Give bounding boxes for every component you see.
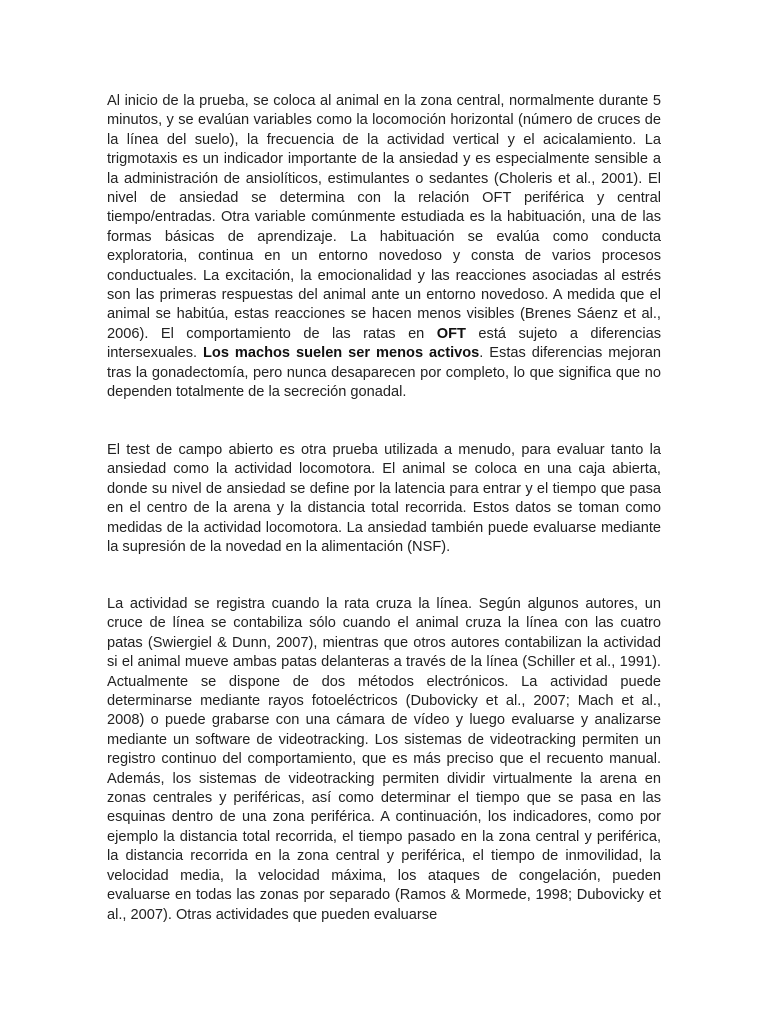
paragraph-2 [107, 441, 661, 557]
paragraph-1-bold-machos: Los machos suelen ser menos activos [203, 345, 480, 362]
paragraph-3 [107, 595, 661, 925]
paragraph-1-text-c: . Estas diferencias mejoran tras la gonadectomía, pero nunca desaparecen por completo, lo que significa que no dependen totalmente de la secreción gonadal. [107, 345, 661, 401]
paragraph-2-text: El test de campo abierto es otra prueba utilizada a menudo, para evaluar tanto la ansiedad como la actividad locomotora. El animal se coloca en una caja abierta, donde su nivel de ansiedad se define por la latencia para entrar y el tiempo que pasa en el centro de la arena y la distancia total recorrida. Estos datos se toman como medidas de la actividad locomotora. La ansiedad también puede evaluarse mediante la supresión de la novedad en la alimentación (NSF). [107, 442, 661, 556]
paragraph-1-text-a: Al inicio de la prueba, se coloca al animal en la zona central, normalmente durante 5 minutos, y se evalúan variables como la locomoción horizontal (número de cruces de la línea del suelo), la frecuencia de la actividad vertical y el acicalamiento. La trigmotaxis es un indicador importante de la ansiedad y es especialmente sensible a la administración de ansiolíticos, estimulantes o sedantes (Choleris et al., 2001). El nivel de ansiedad se determina con la relación OFT periférica y central tiempo/entradas. Otra variable comúnmente estudiada es la habituación, una de las formas básicas de aprendizaje. La habituación se evalúa como conducta exploratoria, continua en un entorno novedoso y consta de varios procesos conductuales. La excitación, la emocionalidad y las reacciones asociadas al estrés son las primeras respuestas del animal ante un entorno novedoso. A medida que el animal se habitúa, estas reacciones se hacen menos visibles (Brenes Sáenz et al., 2006). El comportamiento de las ratas en [107, 93, 661, 342]
paragraph-3-text: La actividad se registra cuando la rata cruza la línea. Según algunos autores, un cruce de línea se contabiliza sólo cuando el animal cruza la línea con las cuatro patas (Swiergiel & Dunn, 2007), mientras que otros autores contabilizan la actividad si el animal mueve ambas patas delanteras a través de la línea (Schiller et al., 1991). Actualmente se dispone de dos métodos electrónicos. La actividad puede determinarse mediante rayos fotoeléctricos (Dubovicky et al., 2007; Mach et al., 2008) o puede grabarse con una cámara de vídeo y luego evaluarse y analizarse mediante un software de videotracking. Los sistemas de videotracking permiten un registro continuo del comportamiento, que es más preciso que el recuento manual. Además, los sistemas de videotracking permiten dividir virtualmente la arena en zonas centrales y periféricas, así como determinar el tiempo que se pasa en las esquinas dentro de una zona periférica. A continuación, los indicadores, como por ejemplo la distancia total recorrida, el tiempo pasado en la zona central y periférica, la distancia recorrida en la zona central y periférica, el tiempo de inmovilidad, la velocidad media, la velocidad máxima, los ataques de congelación, pueden evaluarse en todas las zonas por separado (Ramos & Mormede, 1998; Dubovicky et al., 2007). Otras actividades que pueden evaluarse [107, 596, 661, 923]
paragraph-1-bold-oft: OFT [436, 325, 466, 342]
paragraph-1 [107, 92, 661, 403]
paragraph-1-text-b: está sujeto a diferencias intersexuales. [107, 325, 661, 362]
